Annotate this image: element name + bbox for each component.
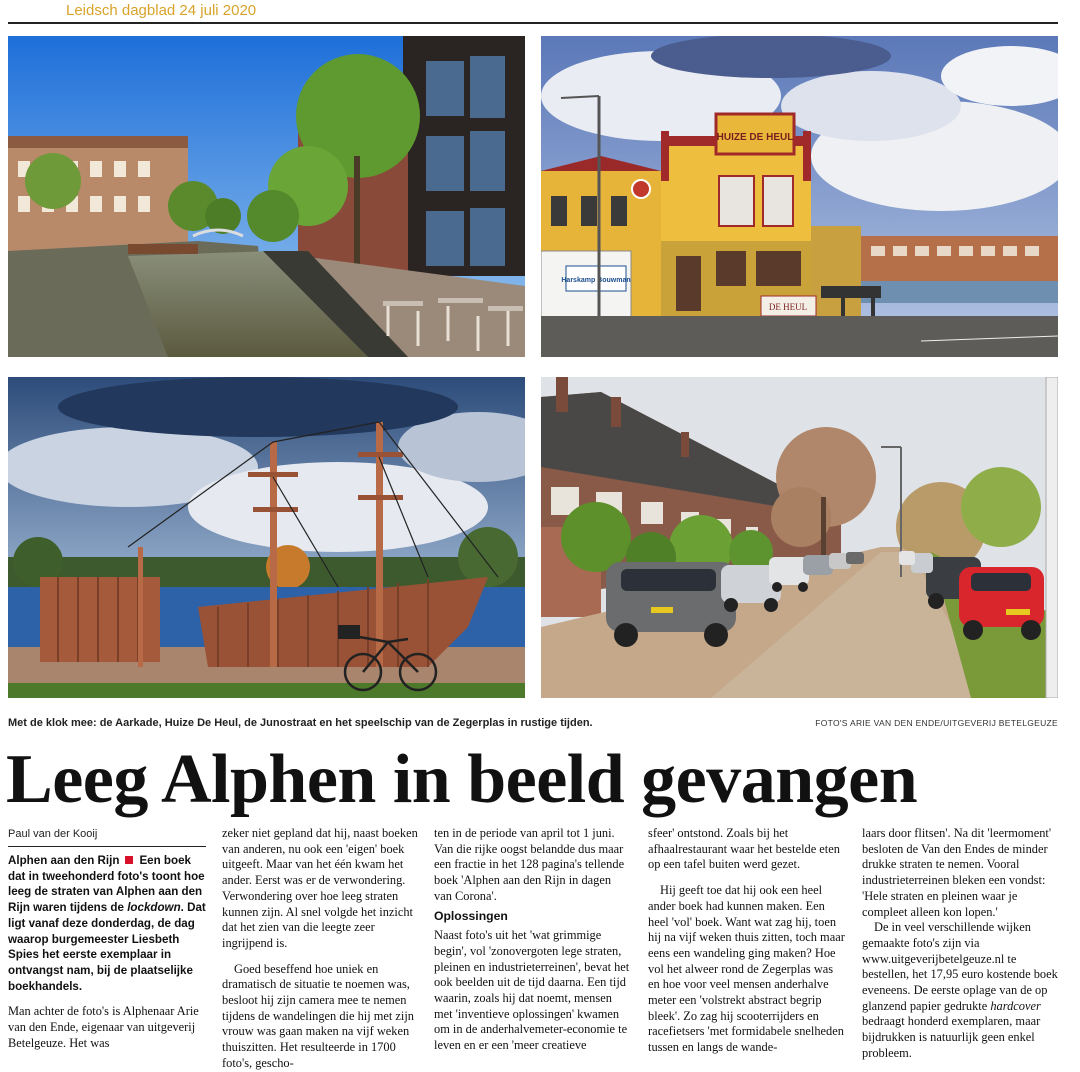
photo-credit: FOTO'S ARIE VAN DEN ENDE/UITGEVERIJ BETELGEUZE bbox=[815, 718, 1058, 728]
photo-junostraat bbox=[541, 377, 1058, 698]
body-paragraph: Hij geeft toe dat hij ook een heel ander boek had kunnen maken. Een heel 'vol' boek. Want wat zag hij, toen hij na vijf weken thuis zitten, toch maar eens een wandeling ging maken? Hoe vol het alweer rond de Zegerplas was en hoe voor veel mensen anderhalve meter een 'volstrekt abstract begrip bleek'. Zo zag hij scooterrijders en racefietsers 'met formidabele snelheden tussen en langs de wande- bbox=[648, 883, 845, 1055]
masthead: Leidsch dagblad 24 juli 2020 bbox=[66, 2, 257, 19]
body-text-b: bedraagt honderd exemplaren, maar bijdrukken is natuurlijk geen enkel probleem. bbox=[862, 1014, 1041, 1060]
article-column-5 bbox=[862, 826, 1060, 1062]
body-paragraph: Naast foto's uit het 'wat grimmige begin', vol 'zonovergoten lege straten, pleinen en industrieterreinen', bevat het ook beelden uit de tijd daarna. Een tijd waarin, zoals hij dat noemt, mensen met 'inventieve oplossingen' kwamen om in de anderhalvemeter-economie te leven en er een 'meer creatieve bbox=[434, 928, 630, 1053]
article-column-1 bbox=[8, 853, 206, 1051]
subheading: Oplossingen bbox=[434, 908, 508, 923]
photo-speelschip bbox=[8, 377, 525, 698]
top-rule bbox=[8, 22, 1058, 24]
lead-text-a: Een boek dat in tweehonderd foto's toont hoe leeg de straten van Alphen aan den Rijn waren tijdens de bbox=[8, 854, 205, 915]
photo-aarkade bbox=[8, 36, 525, 357]
body-paragraph bbox=[862, 920, 1060, 1061]
body-paragraph: Goed beseffend hoe uniek en dramatisch de situatie te noemen was, besloot hij zijn camera mee te nemen tijdens de wandelingen die hij met zijn vrouw was gaan maken na vijf weken thuiszitten. Het resulteerde in 1700 foto's, gescho- bbox=[222, 961, 415, 1070]
body-text-a: De in veel verschillende wijken gemaakte foto's zijn via www.uitgeverijbetelgeuze.nl te bestellen, het 17,95 euro kostende boek eveneens. De eerste oplage van de op glanzend papier gedrukte bbox=[862, 920, 1058, 1013]
article-column-2 bbox=[222, 826, 420, 1072]
body-paragraph: laars door flitsen'. Na dit 'leermoment' besloten de Van den Endes de minder drukke straten te nemen. Vooral industrieterreinen bleken een vondst: 'Hele straten en pleinen waar je compleet alleen kon lopen.' bbox=[862, 826, 1052, 919]
lead-text-em: lockdown bbox=[127, 901, 181, 915]
article-column-3 bbox=[434, 826, 632, 1054]
body-paragraph: zeker niet gepland dat hij, naast boeken van anderen, nu ook een 'eigen' boek uitgeeft. Maar van het één kwam het ander. Eerst was er de verwondering. Verwondering over hoe leeg straten kunnen zijn. Al snel volgde het inzicht dat het zien van die leegte zeer ingrijpend is. bbox=[222, 826, 418, 950]
body-text-em: hardcover bbox=[990, 998, 1041, 1013]
byline-rule bbox=[8, 846, 206, 847]
body-paragraph: sfeer' ontstond. Zoals bij het afhaalrestaurant waar het bestelde eten op een tafel buiten werd gezet. bbox=[648, 826, 840, 872]
lead-paragraph bbox=[8, 853, 206, 994]
photo-huize-de-heul bbox=[541, 36, 1058, 357]
lead-text-b: . Dat ligt vanaf deze donderdag, de dag waarop burgemeester Liesbeth Spies het eerste exemplaar in ontvangst nam, bij de plaatselijke boekhandels. bbox=[8, 901, 206, 993]
body-paragraph: Man achter de foto's is Alphenaar Arie van den Ende, eigenaar van uitgeverij Betelgeuze. Het was bbox=[8, 1004, 199, 1050]
headline: Leeg Alphen in beeld gevangen bbox=[6, 741, 918, 818]
dateline: Alphen aan den Rijn bbox=[8, 854, 139, 867]
byline: Paul van der Kooij bbox=[8, 828, 98, 840]
photo-caption: Met de klok mee: de Aarkade, Huize De Heul, de Junostraat en het speelschip van de Zegerplas in rustige tijden. bbox=[8, 717, 593, 729]
body-paragraph: ten in de periode van april tot 1 juni. Van die rijke oogst belandde dus maar een fractie in het 128 pagina's tellende boek 'Alphen aan den Rijn in dagen van Corona'. bbox=[434, 826, 625, 903]
heul-banner-text: DE HEUL bbox=[768, 302, 808, 312]
heul-van-text: Harskamp Bouwman bbox=[561, 277, 631, 284]
article-column-4 bbox=[648, 826, 846, 1056]
heul-sign-text: HUIZE DE HEUL bbox=[716, 132, 794, 143]
